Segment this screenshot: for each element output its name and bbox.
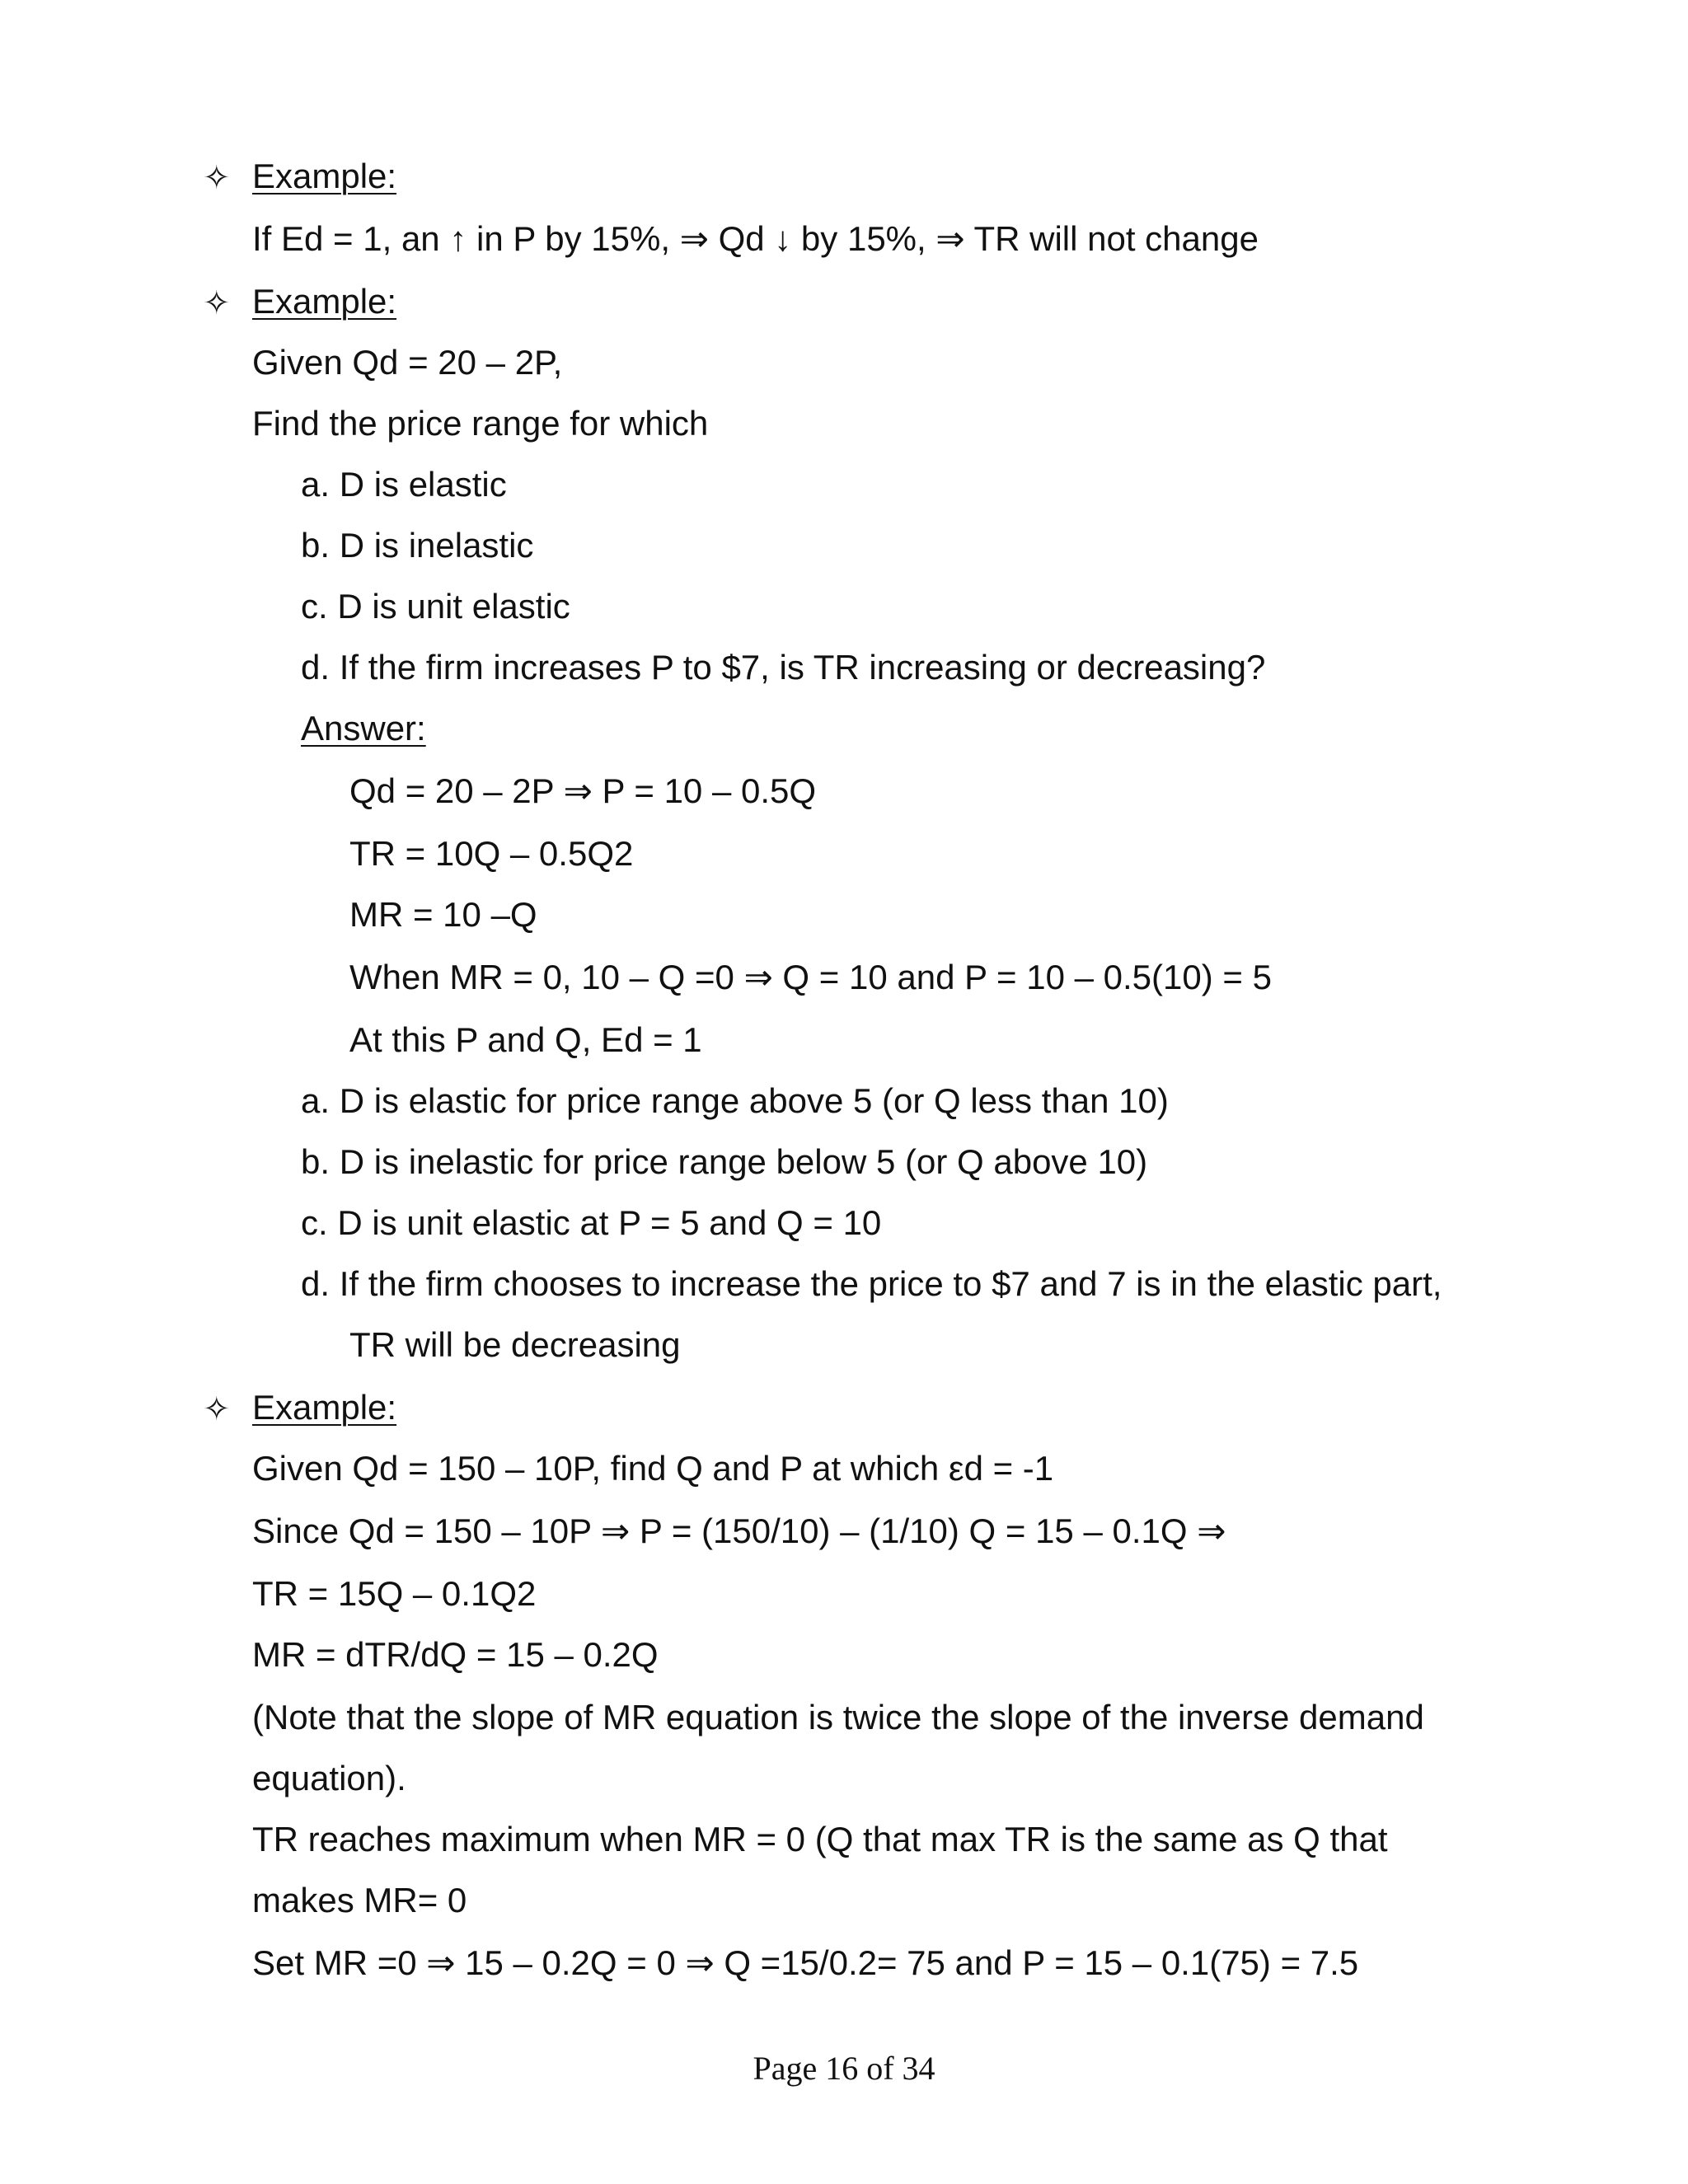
work-line-5: At this P and Q, Ed = 1 — [349, 1020, 702, 1059]
bullet-star-icon: ✧ — [203, 1390, 231, 1428]
work-line-3: MR = 10 –Q — [349, 895, 537, 934]
question-a: a. D is elastic — [301, 465, 507, 504]
example-3-line-6: equation). — [252, 1759, 406, 1797]
page-number-footer: Page 16 of 34 — [753, 2050, 935, 2087]
bullet-star-icon: ✧ — [203, 159, 231, 197]
example-3-line-1: Given Qd = 150 – 10P, find Q and P at which εd = -1 — [252, 1449, 1054, 1488]
example-heading-3: Example: — [252, 1388, 397, 1427]
answer-label: Answer: — [301, 709, 426, 748]
answer-d-continued: TR will be decreasing — [349, 1325, 681, 1364]
example-heading-2: Example: — [252, 282, 397, 321]
example-3-line-9: Set MR =0 ⇒ 15 – 0.2Q = 0 ⇒ Q =15/0.2= 75 and P = 15 – 0.1(75) = 7.5 — [252, 1943, 1359, 1982]
example-2-given: Given Qd = 20 – 2P, — [252, 343, 563, 382]
question-c: c. D is unit elastic — [301, 587, 570, 626]
work-line-2: TR = 10Q – 0.5Q2 — [349, 834, 634, 873]
example-1-line: If Ed = 1, an ↑ in P by 15%, ⇒ Qd ↓ by 15%, ⇒ TR will not change — [252, 219, 1259, 258]
example-2-find: Find the price range for which — [252, 404, 709, 443]
answer-a: a. D is elastic for price range above 5 (or Q less than 10) — [301, 1081, 1169, 1120]
work-line-4: When MR = 0, 10 – Q =0 ⇒ Q = 10 and P = 10 – 0.5(10) = 5 — [349, 958, 1272, 996]
example-heading-1: Example: — [252, 157, 397, 195]
example-3-line-5: (Note that the slope of MR equation is twice the slope of the inverse demand — [252, 1698, 1424, 1736]
example-3-line-7: TR reaches maximum when MR = 0 (Q that max TR is the same as Q that — [252, 1820, 1388, 1858]
example-3-line-2: Since Qd = 150 – 10P ⇒ P = (150/10) – (1/10) Q = 15 – 0.1Q ⇒ — [252, 1511, 1226, 1550]
answer-c: c. D is unit elastic at P = 5 and Q = 10 — [301, 1203, 882, 1242]
question-d: d. If the firm increases P to $7, is TR increasing or decreasing? — [301, 648, 1266, 687]
example-3-line-4: MR = dTR/dQ = 15 – 0.2Q — [252, 1635, 659, 1674]
example-3-line-3: TR = 15Q – 0.1Q2 — [252, 1574, 537, 1613]
question-b: b. D is inelastic — [301, 526, 534, 565]
bullet-star-icon: ✧ — [203, 284, 231, 322]
work-line-1: Qd = 20 – 2P ⇒ P = 10 – 0.5Q — [349, 771, 817, 810]
answer-b: b. D is inelastic for price range below 5 (or Q above 10) — [301, 1142, 1148, 1181]
example-3-line-8: makes MR= 0 — [252, 1881, 467, 1919]
answer-d: d. If the firm chooses to increase the price to $7 and 7 is in the elastic part, — [301, 1264, 1442, 1303]
